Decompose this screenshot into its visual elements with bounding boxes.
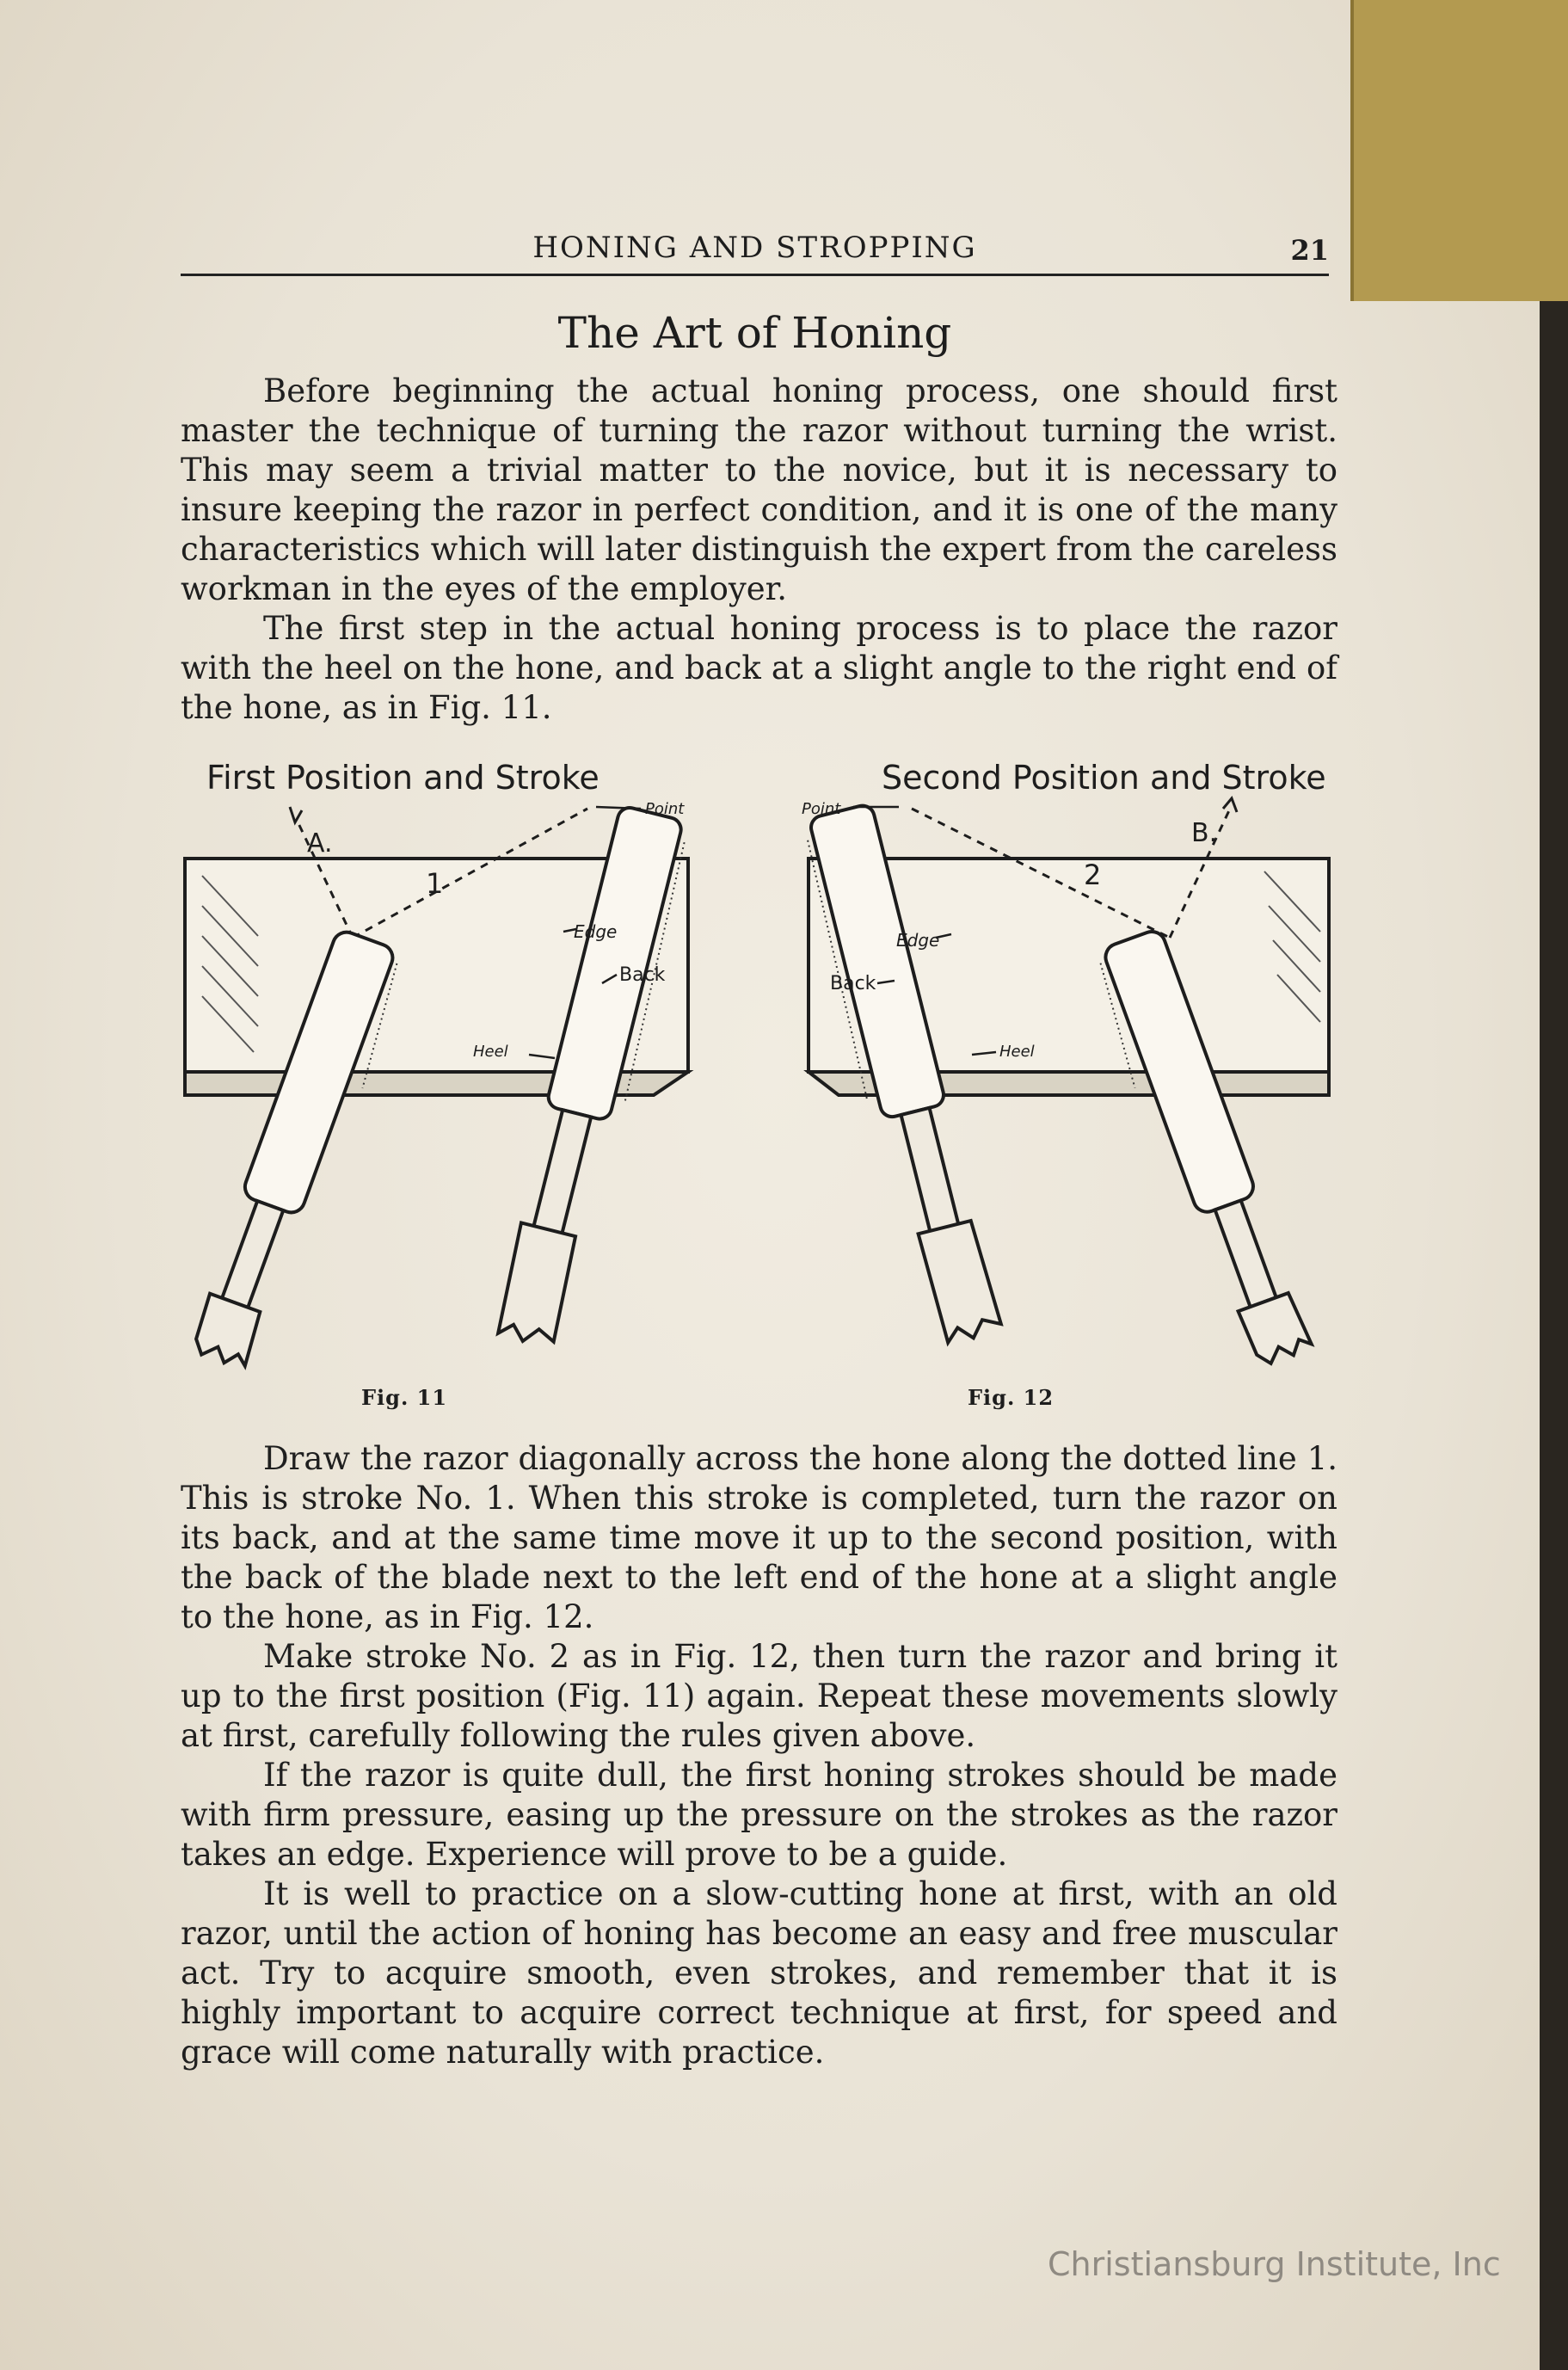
edge-label: Edge <box>574 921 618 942</box>
edge-label: Edge <box>896 930 940 951</box>
running-title: HONING AND STROPPING <box>532 231 977 265</box>
heel-label: Heel <box>999 1043 1035 1061</box>
paragraph-4: Make stroke No. 2 as in Fig. 12, then turn the razor and bring it up to the first position (Fig. 11) again. Repeat these movements slowly at first, carefully following the rules given above. <box>181 1638 1337 1754</box>
watermark: Christiansburg Institute, Inc <box>1048 2245 1501 2283</box>
paragraph-3: Draw the razor diagonally across the hone along the dotted line 1. This is stroke No. 1. When this stroke is completed, turn the razor on its back, and at the same time move it up to the second position, with the back of the blade next to the left end of the hone at a slight angle to the hone, as in Fig. 12. <box>181 1440 1337 1635</box>
figure-11-title: First Position and Stroke <box>206 759 600 797</box>
figure-11-illustration <box>176 747 813 1418</box>
position-a-label: A. <box>307 828 333 859</box>
figure-12-caption: Fig. 12 <box>968 1385 1055 1410</box>
paragraph-5: If the razor is quite dull, the first honing strokes should be made with firm pressure, easing up the pressure on the strokes as the razor takes an edge. Experience will prove to be a guide. <box>181 1757 1337 1873</box>
paragraph-6: It is well to practice on a slow-cutting hone at first, with an old razor, until the action of honing has become an easy and free muscular act. Try to acquire smooth, even strokes, and remember that it is highly important to acquire correct technique at first, for speed and grace will come naturally with practice. <box>181 1875 1337 2071</box>
point-label: Point <box>645 800 685 818</box>
section-title: The Art of Honing <box>557 308 952 358</box>
figure-11-caption: Fig. 11 <box>361 1385 448 1410</box>
page-number: 21 <box>1290 234 1329 267</box>
position-b-label: B. <box>1191 818 1218 848</box>
paragraph-1: Before beginning the actual honing process, one should first master the technique of turning the razor without turning the wrist. This may seem a trivial matter to the novice, but it is necessary to insure keeping the razor in perfect condition, and it is one of the many characteristics which will later distinguish the expert from the careless workman in the eyes of the employer. <box>181 372 1337 607</box>
running-header <box>181 225 1329 276</box>
figure-12-title: Second Position and Stroke <box>882 759 1326 797</box>
figure-12-illustration <box>800 747 1436 1418</box>
stroke-1-label: 1 <box>426 867 444 900</box>
stroke-2-label: 2 <box>1084 859 1102 891</box>
heel-label: Heel <box>473 1043 508 1061</box>
point-label: Point <box>802 800 841 818</box>
figure-11 <box>176 747 813 1418</box>
book-edge-tab <box>1350 0 1568 301</box>
paragraph-2: The first step in the actual honing process is to place the razor with the heel on the hone, and back at a slight angle to the right end of the hone, as in Fig. 11. <box>181 610 1337 726</box>
figure-12 <box>800 747 1436 1418</box>
back-label: Back <box>619 964 666 986</box>
back-label: Back <box>830 973 876 994</box>
